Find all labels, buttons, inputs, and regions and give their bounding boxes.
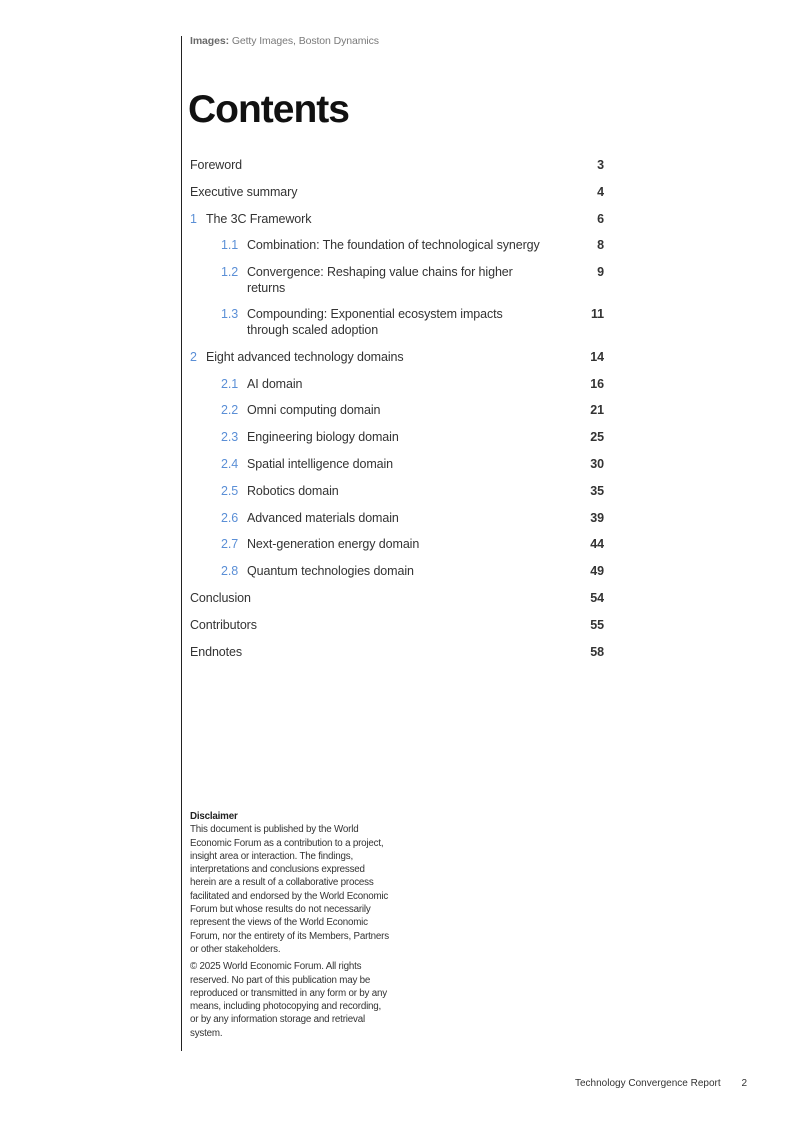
toc-entry-title: Endnotes (190, 644, 243, 659)
toc-entry-page-number: 11 (590, 307, 604, 322)
toc-entry-number: 1.2 (221, 265, 239, 280)
toc-entry-title: Robotics domain (247, 483, 339, 498)
footer-report-title: Technology Convergence Report (575, 1078, 721, 1089)
toc-entry-title: AI domain (247, 376, 303, 391)
toc-entry[interactable] (190, 591, 604, 607)
toc-entry[interactable] (190, 511, 604, 527)
toc-entry[interactable] (190, 645, 604, 661)
credits-label: Images: (190, 35, 229, 47)
toc-entry[interactable] (190, 430, 604, 446)
toc-entry-page-number: 14 (590, 349, 604, 364)
toc-entry-title: Contributors (190, 617, 257, 632)
toc-entry[interactable] (190, 377, 604, 393)
toc-entry-number: 2.7 (221, 537, 239, 552)
toc-entry-page-number: 35 (590, 483, 604, 498)
page-footer (575, 1078, 747, 1089)
toc-entry-title: Engineering biology domain (247, 430, 399, 445)
toc-entry-page-number: 55 (590, 617, 604, 632)
credits-text: Getty Images, Boston Dynamics (231, 35, 379, 47)
toc-entry-title: Omni computing domain (247, 403, 381, 418)
toc-entry-title: Conclusion (190, 590, 251, 605)
disclaimer-body: This document is published by the World Economic Forum as a contribution to a project, insight area or interaction. The findings, interpretations and conclusions expressed herein are a result of a collaborative process facilitated and endorsed by the World Economic Forum but whose results do not necessarily represent the views of the World Economic Forum, nor the entirety of its Members, Partners or other stakeholders. (190, 824, 389, 955)
toc-entry-title: Next-generation energy domain (247, 537, 420, 552)
toc-entry-title: Foreword (190, 158, 242, 172)
toc-entry-title: Quantum technologies domain (247, 564, 414, 579)
toc-entry-title: Eight advanced technology domains (206, 349, 404, 364)
toc-entry[interactable] (190, 238, 604, 254)
footer-page-number: 2 (741, 1078, 747, 1089)
toc-entry-page-number: 6 (597, 211, 604, 226)
toc-entry-number: 1.1 (221, 238, 239, 253)
toc-entry-page-number: 54 (590, 590, 604, 605)
toc-entry[interactable] (190, 484, 604, 500)
toc-entry[interactable] (190, 185, 604, 201)
toc-entry-title: Convergence: Reshaping value chains for higher returns (247, 265, 513, 295)
toc-entry-title: Spatial intelligence domain (247, 456, 394, 471)
toc-entry[interactable] (190, 618, 604, 634)
toc-entry-number: 2.1 (221, 376, 239, 391)
toc-entry[interactable] (190, 158, 604, 174)
toc-entry[interactable] (190, 457, 604, 473)
toc-entry-number: 2.6 (221, 510, 239, 525)
toc-entry-title: Executive summary (190, 184, 298, 199)
toc-entry-page-number: 49 (590, 564, 604, 579)
toc-entry-number: 2.3 (221, 430, 239, 445)
toc-entry-page-number: 21 (590, 403, 604, 418)
copyright-notice: © 2025 World Economic Forum. All rights reserved. No part of this publication may be reproduced or transmitted in any form or by any means, including photocopying and recording, or by any information storage and retrieval system. (190, 961, 387, 1039)
toc-entry-page-number: 58 (590, 644, 604, 659)
toc-entry-page-number: 25 (590, 430, 604, 445)
toc-entry-number: 2.8 (221, 564, 239, 579)
disclaimer-heading: Disclaimer (190, 811, 238, 822)
page-title: Contents (188, 88, 349, 131)
toc-entry-number: 2.2 (221, 403, 239, 418)
toc-entry[interactable] (190, 403, 604, 419)
toc-entry-page-number: 8 (597, 238, 604, 253)
toc-entry-page-number: 44 (590, 537, 604, 552)
toc-entry-number: 1.3 (221, 307, 239, 322)
toc-entry[interactable] (190, 350, 604, 366)
toc-entry-title: The 3C Framework (206, 211, 312, 226)
toc-entry-number: 2.5 (221, 483, 239, 498)
toc-entry[interactable] (190, 212, 604, 228)
toc-entry-number: 1 (190, 211, 197, 226)
toc-entry-page-number: 4 (597, 184, 604, 199)
toc-entry-page-number: 39 (590, 510, 604, 525)
toc-entry-title: Compounding: Exponential ecosystem impacts through scaled adoption (247, 307, 503, 337)
toc-entry-title: Advanced materials domain (247, 510, 399, 525)
toc-entry[interactable] (190, 537, 604, 553)
toc-entry-page-number: 9 (597, 265, 604, 280)
toc-entry-page-number: 30 (590, 456, 604, 471)
disclaimer (190, 810, 390, 1040)
toc-entry-title: Combination: The foundation of technological synergy (247, 238, 540, 253)
table-of-contents (190, 158, 604, 671)
vertical-rule (181, 36, 182, 1051)
toc-entry[interactable] (190, 307, 604, 338)
image-credits (190, 35, 379, 47)
toc-entry-number: 2.4 (221, 456, 239, 471)
toc-entry-number: 2 (190, 349, 197, 364)
toc-entry-page-number: 16 (590, 376, 604, 391)
toc-entry-page-number: 3 (597, 158, 604, 172)
toc-entry[interactable] (190, 564, 604, 580)
toc-entry[interactable] (190, 265, 604, 296)
